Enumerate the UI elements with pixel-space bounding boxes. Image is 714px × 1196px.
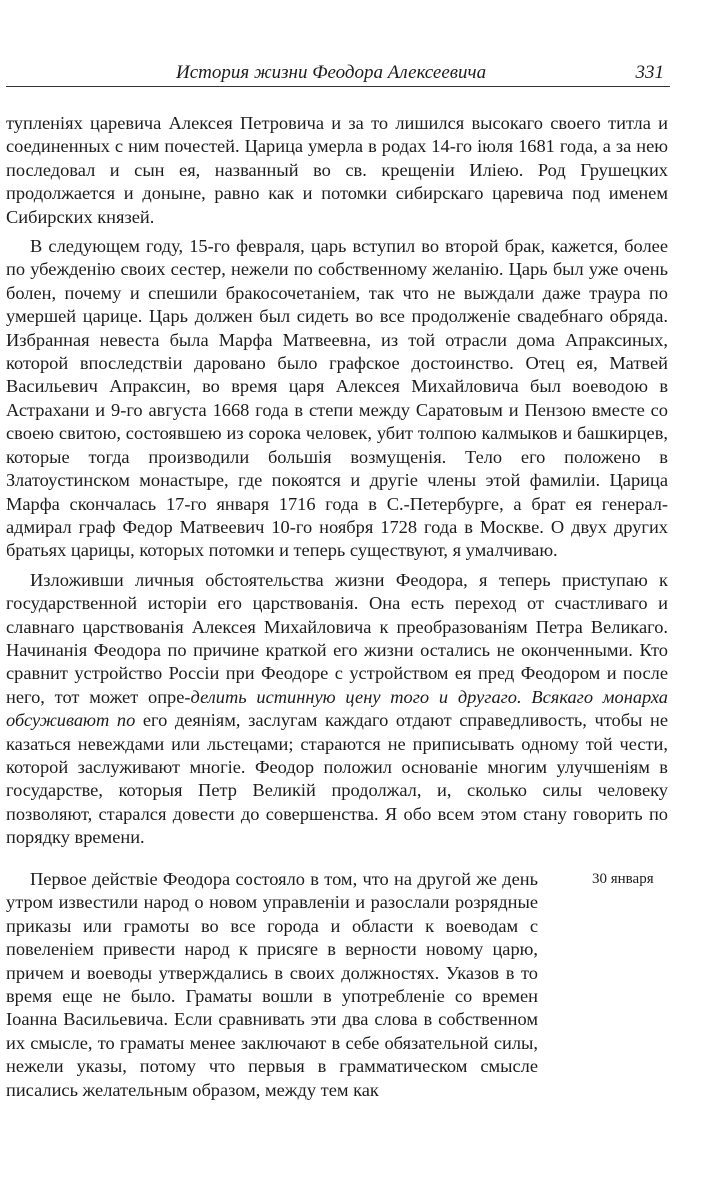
running-header <box>6 60 670 87</box>
paragraph-3-italic: делить истинную цену того и другаго. Всякаго монарха обсуживают по <box>6 686 668 731</box>
page-number: 331 <box>635 62 664 83</box>
body-text <box>6 112 668 856</box>
paragraph-1: тупленіях царевича Алексея Петровича и за то лишился высокаго своего титла и соединенных с ним почестей. Царица умерла в родах 14-го іюля 1681 года, а за нею последовал и сын ея, названный во св. крещеніи Иліею. Род Грушецких продолжается и доныне, равно как и потомки сибирскаго царевича под именем Сибирских князей. <box>6 113 668 227</box>
margin-note-date: 30 января <box>592 871 654 887</box>
paragraph-3-part-2: его деяніям, заслугам каждаго отдают справедливость, чтобы не казаться невеждами или льстецами; стараются не приписывать одному той чести, которой заслуживают многіе. Феодор положил основаніе многим улучшеніям в государстве, которыя Петр Великій продолжал, и, сколько силы человеку позволяют, старался довести до совершенства. Я обо всем этом стану говорить по порядку времени. <box>6 710 668 848</box>
section-text <box>6 868 538 1102</box>
paragraph-3-part-1: Изложивши личныя обстоятельства жизни Феодора, я теперь приступаю к государственной исторіи его царствованія. Она есть переход от счастливаго и славнаго царствованія Алексея Михайловича к преобразованіям Петра Великаго. Начинанія Феодора по причине краткой его жизни остались не оконченными. Кто сравнит устройство Россіи при Феодоре с устройством ея пред Феодором и после него, тот может опре- <box>6 569 668 707</box>
paragraph-4: Первое действіе Феодора состояло в том, что на другой же день утром известили народ о новом управленіи и разослали розрядные приказы или грамоты во все города и области к воеводам с повеленіем привести народ к присяге в верности новому царю, причем и воеводы утверждались в своих должностях. Указов в то время еще не было. Граматы вошли в употребленіе со времен Іоанна Васильевича. Если сравнивать эти два слова в собственном их смысле, то граматы менее заключают в себе обязательной силы, нежели указы, потому что первыя в грамматическом смысле писались желательным образом, между тем как <box>6 869 538 1100</box>
running-title: История жизни Феодора Алексеевича <box>176 62 487 83</box>
paragraph-3 <box>6 569 668 850</box>
paragraph-2: В следующем году, 15-го февраля, царь вступил во второй брак, кажется, более по убежденію своих сестер, нежели по собственному желанію. Царь был уже очень болен, почему и спешили бракосочетаніем, так что не выждали даже траура по умершей царице. Царь должен был сидеть во все продолженіе свадебнаго обряда. Избранная невеста была Марфа Матвеевна, из той отрасли дома Апраксиных, которой впоследствіи даровано было графское достоинство. Отец ея, Матвей Васильевич Апраксин, во время царя Алексея Михайловича был воеводою в Астрахани и 9-го августа 1668 года в степи между Саратовым и Пензою вместе со своею свитою, состоявшею из сорока человек, убит толпою калмыков и башкирцев, которые тогда производили большія возмущенія. Тело его положено в Златоустинском монастыре, где покоятся и другіе члены этой фамиліи. Царица Марфа скончалась 17-го января 1716 года в С.-Петербурге, а брат ея генерал-адмирал граф Федор Матвеевич 10-го ноября 1728 года в Москве. О двух других братьях царицы, которых потомки и теперь существуют, я умалчиваю. <box>6 236 668 561</box>
